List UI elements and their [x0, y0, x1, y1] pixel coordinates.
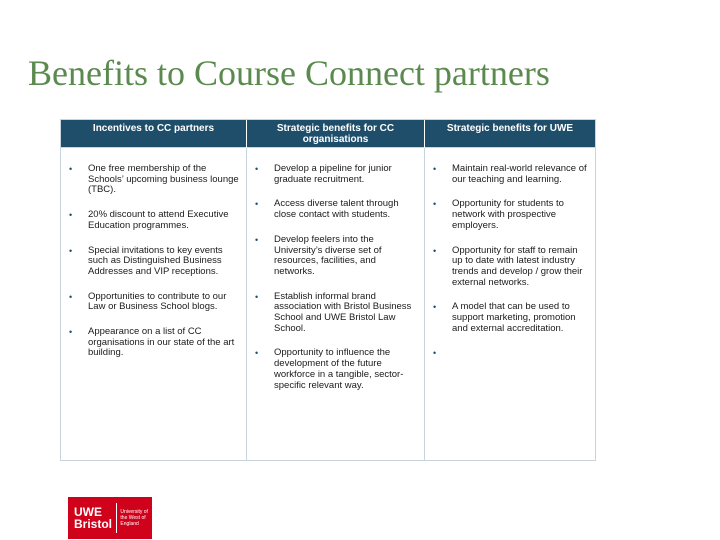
- bullet-icon: •: [255, 164, 259, 174]
- list-item: • Establish informal brand association with Bristol Business School and UWE Bristol Law School.: [255, 290, 412, 334]
- bullet-icon: •: [69, 245, 73, 256]
- list-item: • Opportunities to contribute to our Law or Business School blogs.: [69, 290, 227, 313]
- bullet-icon: •: [69, 164, 73, 174]
- list-item: • Develop a pipeline for junior graduate recruitment.: [255, 163, 392, 185]
- row-divider: [247, 147, 424, 148]
- header-uwe-benefits: Strategic benefits for UWE: [446, 123, 574, 134]
- header-incentives: Incentives to CC partners: [61, 120, 247, 148]
- logo-subtitle: University of the West of England: [120, 509, 148, 527]
- column-uwe-benefits: [425, 148, 595, 460]
- bullet-icon: •: [433, 199, 437, 210]
- list-item: • One free membership of the Schools’ upcoming business lounge (TBC).: [69, 163, 239, 196]
- bullet-icon: •: [69, 210, 73, 221]
- list-item: • 20% discount to attend Executive Education programmes.: [69, 209, 229, 231]
- bullet-icon: •: [433, 302, 437, 313]
- logo-wordmark: UWE Bristol: [74, 505, 113, 531]
- slide-title: Benefits to Course Connect partners: [28, 53, 550, 93]
- benefits-table: [60, 119, 596, 461]
- bullet-icon: •: [255, 234, 259, 245]
- list-item: • A model that can be used to support marketing, promotion and external accreditation.: [433, 301, 576, 334]
- column-cc-benefits: [247, 148, 425, 460]
- list-item: • Special invitations to key events such as Distinguished Business Addresses and VIP receptions.: [69, 244, 223, 277]
- table-header-row: [61, 120, 595, 148]
- list-item: • Maintain real-world relevance of our teaching and learning.: [433, 163, 587, 185]
- row-divider: [425, 147, 595, 148]
- list-item: • Opportunity for students to network with prospective employers.: [433, 198, 564, 231]
- column-incentives: [61, 148, 247, 460]
- list-item: • Opportunity for staff to remain up to date with latest industry trends and develop / grow their external networks.: [433, 244, 583, 288]
- table-body: [61, 148, 595, 460]
- uwe-bristol-logo: [68, 497, 152, 539]
- bullet-icon: •: [433, 245, 437, 256]
- list-item: • Appearance on a list of CC organisations in our state of the art building.: [69, 326, 235, 359]
- bullet-icon: •: [69, 291, 73, 302]
- bullet-icon: •: [433, 164, 437, 174]
- list-item: • Develop feelers into the University’s diverse set of resources, facilities, and networks.: [255, 233, 382, 277]
- bullet-icon: •: [255, 348, 259, 359]
- list-item: • Access diverse talent through close contact with students.: [255, 198, 399, 221]
- bullet-icon: •: [69, 327, 73, 338]
- header-cc-benefits: Strategic benefits for CC organisations: [247, 120, 425, 148]
- list-item: • Opportunity to influence the development of the future workforce in a tangible, sector-specific relevant way.: [255, 347, 404, 391]
- bullet-icon: •: [255, 291, 259, 302]
- bullet-icon: •: [433, 348, 437, 359]
- bullet-icon: •: [255, 199, 259, 210]
- row-divider: [61, 147, 246, 148]
